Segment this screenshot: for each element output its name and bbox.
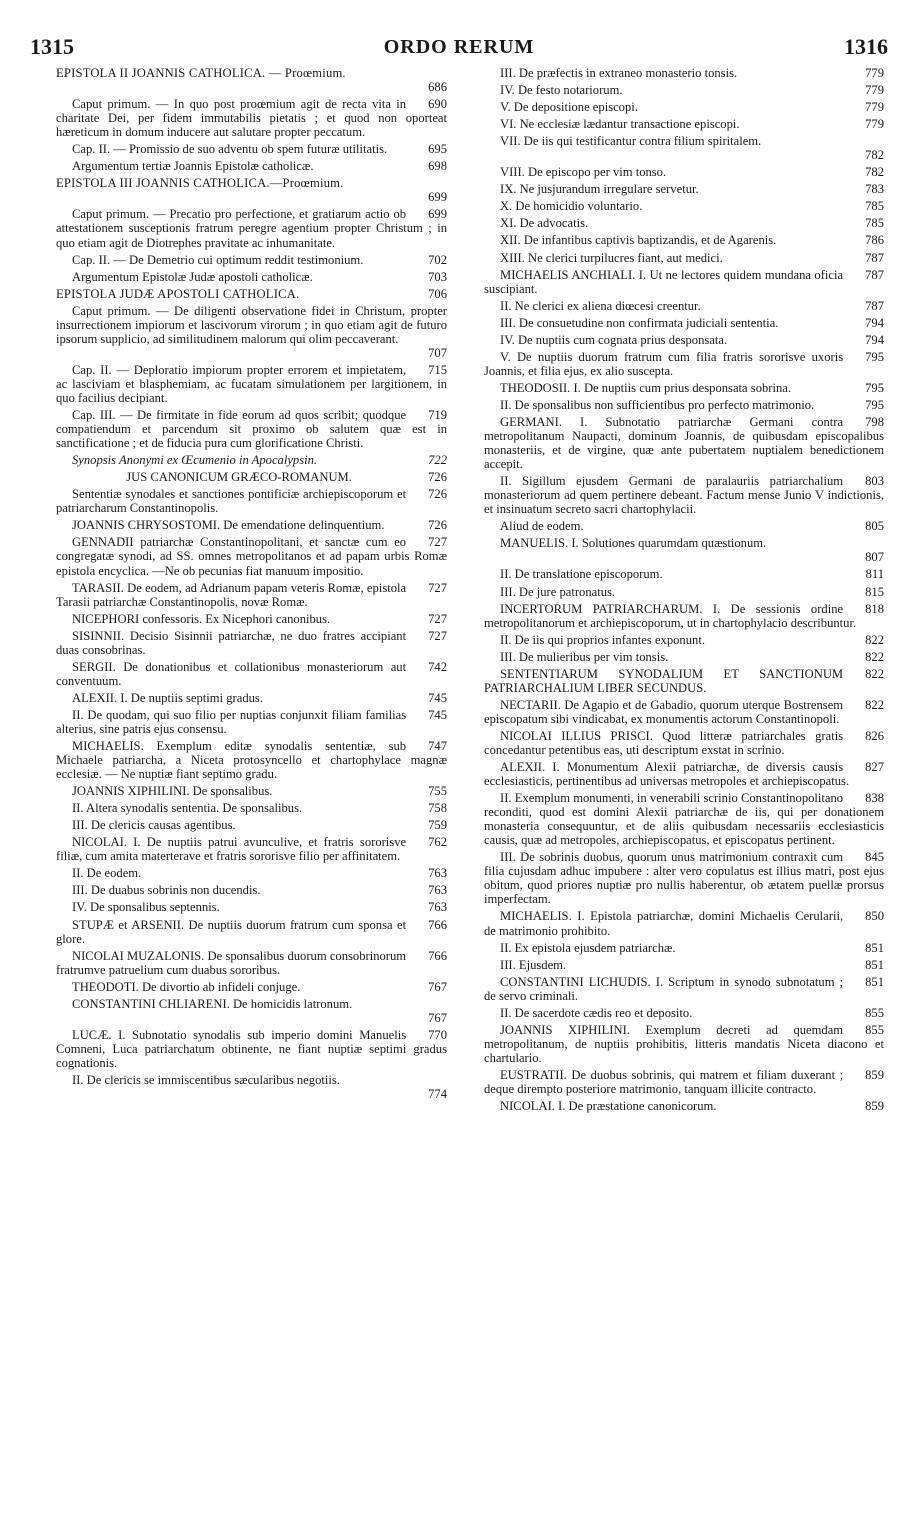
entry-page-number: 795 (865, 380, 884, 395)
entry-text: MICHAELIS. I. Epistola patriarchæ, domini Michaelis Cerularii, de matrimonio prohibito. (484, 909, 844, 938)
index-entry (56, 97, 447, 139)
entry-text: III. De clericis causas agentibus. (72, 818, 236, 833)
entry-page-number: 695 (428, 142, 447, 157)
index-entry (56, 287, 447, 301)
entry-page-number: 815 (865, 584, 884, 599)
entry-text: XII. De infantibus captivis baptizandis, et de Agarenis. (500, 233, 777, 248)
entry-page-number: 745 (428, 690, 447, 705)
entry-text: LUCÆ. I. Subnotatio synodalis sub imperio domini Manuelis Comneni, Luca patriarchatum obtinente, ne fiant nuptiæ septimi gradus cognationis. (56, 1027, 447, 1070)
entry-text: EPISTOLA III JOANNIS CATHOLICA.—Proœmium. (56, 176, 344, 191)
entry-text: GERMANI. I. Subnotatio patriarchæ Germani contra metropolitanum Naupacti, dominum Joannis, de quibusdam episcopalibus monasteriis, et de virgine, quæ ante pubertatem nuptialem benedictionem accepit. (484, 414, 884, 472)
entry-text: SENTENTIARUM SYNODALIUM ET SANCTIONUM PATRIARCHALIUM LIBER SECUNDUS. (484, 666, 844, 695)
entry-text: JUS CANONICUM GRÆCO-ROMANUM. (126, 470, 352, 485)
entry-text: II. De sponsalibus non sufficientibus pro perfecto matrimonio. (500, 397, 815, 412)
index-entry (484, 941, 884, 955)
index-entry (56, 866, 447, 880)
entry-page-number: 794 (865, 315, 884, 330)
entry-page-number: 715 (428, 362, 447, 377)
index-entry (56, 535, 447, 577)
entry-text: Caput primum. — Precatio pro perfectione, et gratiarum actio ob attestationem susceptionis fratrum peregre agentium propter Christum ; in quo etiam agit de Diotrephes pravitate ac inhumanitate. (56, 207, 447, 250)
index-entry (484, 667, 884, 695)
entry-text: JOANNIS CHRYSOSTOMI. De emendatione delinquentium. (72, 518, 385, 533)
entry-text: II. De translatione episcoporum. (500, 567, 663, 582)
entry-page-number: 745 (428, 707, 447, 722)
index-entry (56, 487, 447, 515)
index-entry (56, 918, 447, 946)
index-entry (484, 909, 884, 937)
index-entry (484, 134, 884, 162)
entry-page-number: 774 (428, 1087, 447, 1102)
entry-page-number: 747 (428, 739, 447, 754)
index-entry (56, 408, 447, 450)
index-entry (56, 997, 447, 1025)
entry-page-number: 779 (865, 66, 884, 80)
index-entry (56, 784, 447, 798)
index-entry (484, 100, 884, 114)
entry-text: II. De clericis se immiscentibus sæcularibus negotiis. (72, 1073, 340, 1087)
index-entry (56, 612, 447, 626)
entry-text: Cap. II. — Deploratio impiorum propter errorem et impietatem, ac lasciviam et blasphemiam, ac fucatam simulationem per largitionem, in quo facilius decipiant. (56, 362, 447, 405)
entry-page-number: 850 (865, 909, 884, 924)
index-entry (484, 1023, 884, 1065)
entry-page-number: 851 (865, 974, 884, 989)
entry-text: III. De mulieribus per vim tonsis. (500, 649, 669, 664)
entry-page-number: 851 (865, 957, 884, 972)
entry-page-number: 798 (865, 414, 884, 429)
entry-text: X. De homicidio voluntario. (500, 199, 643, 214)
entry-page-number: 706 (428, 286, 447, 301)
entry-page-number: 727 (428, 535, 447, 550)
entry-text: Synopsis Anonymi ex Œcumenio in Apocalypsin. (72, 453, 318, 468)
index-entry (56, 818, 447, 832)
index-entry (484, 251, 884, 265)
index-entry (484, 1099, 884, 1113)
index-entry (484, 633, 884, 647)
index-entry (484, 299, 884, 313)
entry-page-number: 855 (865, 1005, 884, 1020)
index-entry (484, 350, 884, 378)
entry-page-number: 767 (428, 1010, 447, 1025)
index-entry (56, 363, 447, 405)
entry-text: SISINNII. Decisio Sisinnii patriarchæ, ne duo fratres accipiant duas consobrinas. (56, 628, 407, 657)
entry-page-number: 703 (428, 269, 447, 284)
entry-text: Sententiæ synodales et sanctiones pontificiæ archiepiscoporum et patriarcharum Constantinopolis. (56, 487, 407, 516)
entry-page-number: 786 (865, 233, 884, 248)
running-title: ORDO RERUM (383, 36, 535, 58)
entry-page-number: 822 (865, 632, 884, 647)
entry-page-number: 822 (865, 649, 884, 664)
entry-text: NICOLAI ILLIUS PRISCI. Quod litteræ patriarchales gratis concedantur petentibus eas, uti descriptum exstat in scrinio. (484, 728, 844, 757)
entry-page-number: 742 (428, 659, 447, 674)
index-entry (484, 398, 884, 412)
entry-text: XIII. Ne clerici turpilucres fiant, aut medici. (500, 250, 723, 265)
entry-page-number: 851 (865, 940, 884, 955)
page-number-left: 1315 (30, 34, 74, 59)
entry-page-number: 763 (428, 900, 447, 915)
entry-text: Aliud de eodem. (500, 519, 584, 534)
index-entry (56, 1028, 447, 1070)
entry-page-number: 859 (865, 1067, 884, 1082)
entry-text: IV. De sponsalibus septennis. (72, 900, 220, 915)
index-entry (484, 1006, 884, 1020)
entry-text: XI. De advocatis. (500, 216, 589, 231)
index-entry (484, 760, 884, 788)
entry-page-number: 762 (428, 835, 447, 850)
entry-text: III. De duabus sobrinis non ducendis. (72, 883, 261, 898)
entry-text: Cap. III. — De firmitate in fide eorum ad quos scribit; quodque compatiendum et parcendum sit proximo ob salutem quæ est in sanctificatione ; et de fiducia pura cum glorificatione Christi. (56, 408, 447, 451)
index-entry (484, 975, 884, 1003)
entry-text: TARASII. De eodem, ad Adrianum papam veteris Romæ, epistola Tarasii patriarchæ Constantinopolis, novæ Romæ. (56, 580, 407, 609)
index-entry (56, 518, 447, 532)
entry-text: INCERTORUM PATRIARCHARUM. I. De sessionis ordine metropolitanorum et archiepiscoporum, ut in chartophylacio describuntur. (484, 601, 857, 630)
entry-text: MICHAELIS ANCHIALI. I. Ut ne lectores quidem mundana oficia suscipiant. (484, 267, 844, 296)
index-entry (484, 729, 884, 757)
page-header (30, 34, 888, 62)
entry-text: VII. De iis qui testificantur contra filium spiritalem. (500, 134, 762, 149)
index-entry (56, 835, 447, 863)
entry-page-number: 838 (865, 791, 884, 806)
entry-text: II. De sacerdote cædis reo et deposito. (500, 1005, 693, 1020)
index-entry (484, 1068, 884, 1096)
entry-page-number: 699 (428, 190, 447, 205)
index-entry (484, 66, 884, 80)
entry-text: STUPÆ et ARSENII. De nuptiis duorum fratrum cum sponsa et glore. (56, 917, 407, 946)
index-entry (56, 1073, 447, 1101)
entry-page-number: 805 (865, 519, 884, 534)
index-entry (484, 958, 884, 972)
index-entry (484, 650, 884, 664)
entry-page-number: 787 (865, 250, 884, 265)
index-entry (56, 980, 447, 994)
index-entry (484, 333, 884, 347)
index-entry (484, 536, 884, 564)
entry-text: CONSTANTINI CHLIARENI. De homicidis latronum. (72, 996, 353, 1011)
index-entry (56, 159, 447, 173)
index-entry (484, 850, 884, 906)
index-entry (56, 176, 447, 204)
entry-text: II. De eodem. (72, 866, 142, 881)
index-entry (56, 691, 447, 705)
index-entry (484, 585, 884, 599)
index-entry (56, 470, 447, 484)
entry-page-number: 727 (428, 611, 447, 626)
entry-text: MANUELIS. I. Solutiones quarumdam quæstionum. (500, 536, 767, 551)
index-entry (56, 66, 447, 94)
index-entry (484, 216, 884, 230)
index-entry (56, 883, 447, 897)
entry-text: II. De iis qui proprios infantes exponunt. (500, 632, 705, 647)
entry-text: ALEXII. I. De nuptiis septimi gradus. (72, 690, 263, 705)
entry-text: EPISTOLA II JOANNIS CATHOLICA. — Proœmium. (56, 66, 346, 80)
entry-page-number: 855 (865, 1022, 884, 1037)
entry-page-number: 727 (428, 628, 447, 643)
entry-page-number: 779 (865, 100, 884, 115)
entry-text: CONSTANTINI LICHUDIS. I. Scriptum in synodo subnotatum ; de servo criminali. (484, 974, 844, 1003)
entry-page-number: 859 (865, 1099, 884, 1114)
entry-text: III. De præfectis in extraneo monasterio tonsis. (500, 66, 738, 80)
entry-page-number: 767 (428, 979, 447, 994)
entry-page-number: 818 (865, 601, 884, 616)
entry-text: IX. Ne jusjurandum irregulare servetur. (500, 182, 699, 197)
entry-text: NICOLAI. I. De nuptiis patrui avunculive, et fratris sororisve filiæ, cum amita materterave et fratris sororisve filio per affinitatem. (56, 835, 407, 864)
entry-text: NECTARII. De Agapio et de Gabadio, quorum uterque Bostrensem episcopatum sibi vindicabat, ex monumentis actorum Constantinopoli. (484, 697, 844, 726)
entry-text: JOANNIS XIPHILINI. De sponsalibus. (72, 784, 273, 799)
index-entry (484, 519, 884, 533)
index-entry (56, 581, 447, 609)
entry-page-number: 698 (428, 159, 447, 174)
entry-page-number: 779 (865, 83, 884, 98)
entry-text: THEODOSII. I. De nuptiis cum prius desponsata sobrina. (500, 380, 792, 395)
index-entry (56, 142, 447, 156)
index-entry (484, 316, 884, 330)
index-entry (56, 253, 447, 267)
entry-page-number: 794 (865, 332, 884, 347)
index-entry (484, 165, 884, 179)
entry-page-number: 782 (865, 148, 884, 163)
entry-page-number: 763 (428, 883, 447, 898)
index-entry (484, 791, 884, 847)
entry-text: Argumentum tertiæ Joannis Epistolæ catholicæ. (72, 159, 314, 174)
entry-text: III. De consuetudine non confirmata judiciali sententia. (500, 315, 779, 330)
entry-text: EUSTRATII. De duobus sobrinis, qui matrem et filiam duxerant ; deque dirempto posteriore matrimonio, tanquam illicite contracto. (484, 1067, 844, 1096)
index-entry (484, 182, 884, 196)
index-entry (56, 949, 447, 977)
index-entry (56, 708, 447, 736)
entry-page-number: 783 (865, 182, 884, 197)
entry-page-number: 722 (428, 453, 447, 468)
index-entry (484, 233, 884, 247)
entry-page-number: 719 (428, 408, 447, 423)
index-entry (484, 567, 884, 581)
entry-page-number: 755 (428, 784, 447, 799)
entry-text: THEODOTI. De divortio ab infideli conjuge. (72, 979, 301, 994)
entry-text: II. Ex epistola ejusdem patriarchæ. (500, 940, 676, 955)
index-column-left (56, 66, 447, 1104)
entry-text: II. Exemplum monumenti, in venerabili scrinio Constantinopolitano reconditi, quod est domini Alexii patriarchæ de iis, qui per donationem monasteria consequuntur, et de aliis quibusdam necessariis ecclesiasticis causis, quæ ad metropoles, archiepiscopatus, et episcopatus pertinent. (484, 791, 884, 848)
index-entry (484, 698, 884, 726)
entry-text: III. De jure patronatus. (500, 584, 616, 599)
entry-page-number: 766 (428, 917, 447, 932)
entry-page-number: 726 (428, 470, 447, 485)
index-column-right (484, 66, 884, 1116)
index-entry (484, 268, 884, 296)
entry-page-number: 845 (865, 850, 884, 865)
entry-page-number: 795 (865, 349, 884, 364)
index-entry (56, 900, 447, 914)
entry-page-number: 763 (428, 866, 447, 881)
page-number-right: 1316 (844, 34, 888, 59)
entry-text: II. De quodam, qui suo filio per nuptias conjunxit filiam familias alterius, sine patris ejus consensu. (56, 707, 407, 736)
entry-text: Argumentum Epistolæ Judæ apostoli catholicæ. (72, 269, 313, 284)
index-entry (484, 474, 884, 516)
entry-text: IV. De festo notariorum. (500, 83, 623, 98)
entry-text: GENNADII patriarchæ Constantinopolitani, et sanctæ cum eo congregatæ synodi, ad SS. omnes metropolitanos et ad papam urbis Romæ epistola encyclica. —Ne ob pecunias fiat manuum impositio. (56, 535, 447, 578)
entry-text: IV. De nuptiis cum cognata prius desponsata. (500, 332, 728, 347)
entry-page-number: 822 (865, 666, 884, 681)
index-entry (56, 270, 447, 284)
index-entry (56, 304, 447, 360)
entry-text: III. Ejusdem. (500, 957, 567, 972)
entry-text: NICEPHORI confessoris. Ex Nicephori canonibus. (72, 611, 331, 626)
entry-text: NICOLAI. I. De præstatione canonicorum. (500, 1099, 717, 1114)
entry-page-number: 766 (428, 948, 447, 963)
index-entry (484, 415, 884, 471)
entry-text: Caput primum. — De diligenti observatione fidei in Christum, propter insurrectionem impiorum et lascivorum virorum ; in quo etiam agit de futuro ipsorum supplicio, ad similitudinem malorum qui olim peccaverant. (56, 303, 447, 346)
entry-page-number: 811 (865, 567, 884, 582)
entry-page-number: 707 (428, 345, 447, 360)
index-entry (56, 207, 447, 249)
entry-text: Cap. II. — Promissio de suo adventu ob spem futuræ utilitatis. (72, 142, 388, 157)
entry-text: MICHAELIS. Exemplum editæ synodalis sententiæ, sub Michaele patriarcha, a Niceta protosyncello et chartophylace magnæ ecclesiæ. — Ne nuptiæ fiant septimo gradu. (56, 739, 447, 782)
entry-page-number: 826 (865, 728, 884, 743)
entry-page-number: 758 (428, 801, 447, 816)
entry-page-number: 827 (865, 760, 884, 775)
entry-page-number: 787 (865, 267, 884, 282)
index-entry (484, 83, 884, 97)
index-entry (56, 629, 447, 657)
entry-text: II. Ne clerici ex aliena diœcesi creentur. (500, 298, 701, 313)
entry-text: SERGII. De donationibus et collationibus monasteriorum aut conventuum. (56, 659, 407, 688)
index-entry (484, 381, 884, 395)
entry-page-number: 726 (428, 487, 447, 502)
entry-page-number: 779 (865, 117, 884, 132)
entry-page-number: 702 (428, 252, 447, 267)
index-entry (484, 602, 884, 630)
entry-page-number: 690 (428, 97, 447, 112)
entry-text: V. De depositione episcopi. (500, 100, 638, 115)
entry-text: EPISTOLA JUDÆ APOSTOLI CATHOLICA. (56, 286, 300, 301)
entry-page-number: 770 (428, 1027, 447, 1042)
index-entry (484, 117, 884, 131)
entry-text: V. De nuptiis duorum fratrum cum filia fratris sororisve uxoris Joannis, et filia ejus, ex alio suscepta. (484, 349, 844, 378)
entry-text: JOANNIS XIPHILINI. Exemplum decreti ad quemdam metropolitanum, de nuptiis prohibitis, litteris mandatis Niceta diacono et chartulario. (484, 1022, 884, 1065)
entry-page-number: 822 (865, 697, 884, 712)
entry-page-number: 803 (865, 474, 884, 489)
entry-page-number: 795 (865, 397, 884, 412)
entry-page-number: 699 (428, 207, 447, 222)
entry-text: II. Altera synodalis sententia. De sponsalibus. (72, 801, 303, 816)
entry-page-number: 787 (865, 298, 884, 313)
index-entry (56, 739, 447, 781)
entry-page-number: 726 (428, 518, 447, 533)
entry-text: Caput primum. — In quo post proœmium agit de recta vita in charitate Dei, per fidem immutabilis pietatis ; et quod non oporteat hæreticum in domum inducere aut salutare propter peccatum. (56, 97, 447, 140)
entry-text: NICOLAI MUZALONIS. De sponsalibus duorum consobrinorum fratrumve patruelium cum duabus sororibus. (56, 948, 407, 977)
entry-page-number: 727 (428, 580, 447, 595)
entry-page-number: 759 (428, 818, 447, 833)
entry-text: VIII. De episcopo per vim tonso. (500, 165, 667, 180)
entry-page-number: 785 (865, 216, 884, 231)
entry-page-number: 686 (428, 80, 447, 95)
index-entry (484, 199, 884, 213)
entry-text: II. Sigillum ejusdem Germani de paralauriis patriarchalium monasteriorum ad quem pertinere debeant. Factum mense Junio V indictionis, et insinuatum secreto sacri chartophylacii. (484, 474, 884, 517)
entry-text: VI. Ne ecclesiæ lædantur transactione episcopi. (500, 117, 740, 132)
index-entry (56, 453, 447, 467)
entry-page-number: 785 (865, 199, 884, 214)
entry-text: III. De sobrinis duobus, quorum unus matrimonium contraxit cum filia cujusdam adhuc impubere : alter vero copulatus est illius matri, post ejus obitum, quod priores nuptiæ pro nullis haberentur, ob ætatem puellæ prorsus imperfectam. (484, 850, 884, 907)
entry-page-number: 782 (865, 165, 884, 180)
entry-page-number: 807 (865, 550, 884, 565)
entry-text: Cap. II. — De Demetrio cui optimum reddit testimonium. (72, 252, 364, 267)
index-entry (56, 801, 447, 815)
index-entry (56, 660, 447, 688)
entry-text: ALEXII. I. Monumentum Alexii patriarchæ, de diversis causis ecclesiasticis, pertinentibus ad universas metropoles et archiepiscopatus. (484, 760, 850, 789)
